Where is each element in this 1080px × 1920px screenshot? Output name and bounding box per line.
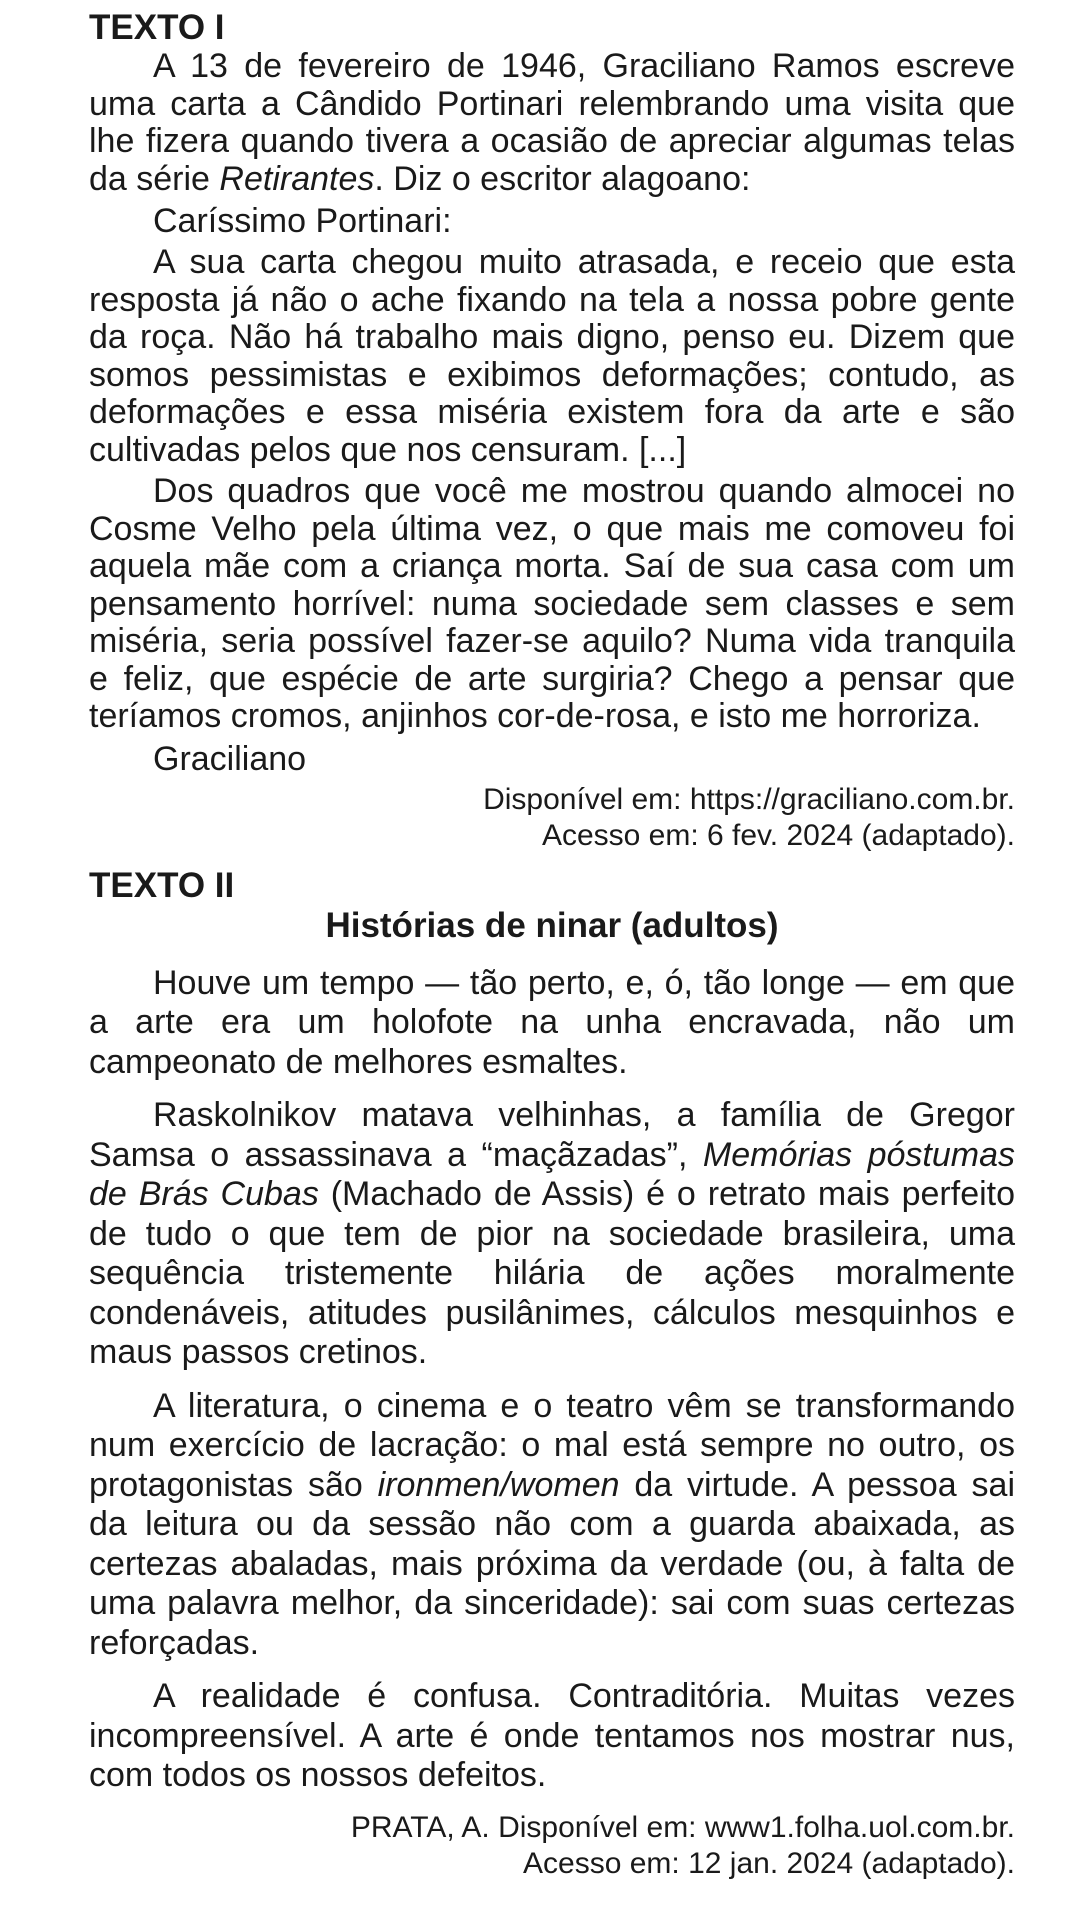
texto-2-heading: TEXTO II (89, 865, 235, 905)
texto-1-heading: TEXTO I (89, 8, 225, 47)
texto-1-source (89, 782, 1015, 854)
intro-text-part-1: A 13 de fevereiro de 1946, Graciliano Ramos escreve uma carta a Cândido Portinari relembrando uma visita que lhe fizera quando tivera a ocasião de apreciar algumas telas da série (89, 47, 1015, 198)
letter-paragraph-2: Dos quadros que você me mostrou quando almocei no Cosme Velho pela última vez, o que mais me comoveu foi aquela mãe com a criança morta. Saí de sua casa com um pensamento horrível: numa sociedade sem classes e sem miséria, seria possível fazer-se aquilo? Numa vida tranquila e feliz, que espécie de arte surgiria? Chego a pensar que teríamos cromos, anjinhos cor-de-rosa, e isto me horroriza. (89, 472, 1015, 735)
texto-2-source-line-2: Acesso em: 12 jan. 2024 (adaptado). (523, 1846, 1015, 1880)
intro-text-part-2: . Diz o escritor alagoano: (374, 159, 751, 198)
texto-1-source-line-2: Acesso em: 6 fev. 2024 (adaptado). (541, 818, 1015, 852)
p2-emphasis-book-title: Memórias póstumas de Brás Cubas (89, 1135, 1015, 1213)
letter-signature: Graciliano (153, 739, 307, 778)
texto-2-source (89, 1810, 1015, 1882)
p3-text-part-1: A literatura, o cinema e o teatro vêm se transformando num exercício de lacração: o mal está sempre no outro, os protagonistas são (89, 1386, 1015, 1504)
p3-text-part-2: da virtude. A pessoa sai da leitura ou da sessão não com a guarda abaixada, as certezas abaladas, mais próxima da verdade (ou, à falta de uma palavra melhor, da sinceridade): sai com suas certezas reforçadas. (89, 1465, 1016, 1662)
p3-emphasis-ironmen: ironmen/women (377, 1465, 620, 1504)
letter-salutation: Caríssimo Portinari: (153, 202, 452, 240)
letter-paragraph-1: A sua carta chegou muito atrasada, e receio que esta resposta já não o ache fixando na tela a nossa pobre gente da roça. Não há trabalho mais digno, penso eu. Dizem que somos pessimistas e exibimos deformações; contudo, as deformações e essa miséria existem fora da arte e são cultivadas pelos que nos censuram. [...] (89, 243, 1015, 469)
texto-1-intro-paragraph (89, 48, 1015, 198)
texto-2-paragraph-4: A realidade é confusa. Contraditória. Muitas vezes incompreensível. A arte é onde tentamos nos mostrar nus, com todos os nossos defeitos. (89, 1677, 1015, 1794)
p2-text-part-1: Raskolnikov matava velhinhas, a família de Gregor Samsa o assassinava a “maçãzadas”, (89, 1096, 1015, 1174)
p2-text-part-2: (Machado de Assis) é o retrato mais perfeito de tudo o que tem de pior na sociedade brasileira, uma sequência tristemente hilária de ações moralmente condenáveis, atitudes pusilânimes, cálculos mesquinhos e maus passos cretinos. (89, 1175, 1016, 1371)
texto-2-title: Histórias de ninar (adultos) (325, 905, 779, 945)
document-page (89, 8, 1015, 1894)
texto-2-section (89, 866, 1015, 1882)
texto-1-section (89, 8, 1015, 854)
intro-emphasis-retirantes: Retirantes (219, 159, 375, 198)
texto-1-source-line-1: Disponível em: https://graciliano.com.br. (483, 782, 1015, 816)
texto-2-paragraph-1: Houve um tempo — tão perto, e, ó, tão longe — em que a arte era um holofote na unha encravada, não um campeonato de melhores esmaltes. (89, 963, 1015, 1081)
texto-2-source-line-1: PRATA, A. Disponível em: www1.folha.uol.com.br. (350, 1810, 1015, 1844)
texto-2-paragraph-3 (89, 1387, 1015, 1664)
texto-2-paragraph-2 (89, 1096, 1015, 1373)
